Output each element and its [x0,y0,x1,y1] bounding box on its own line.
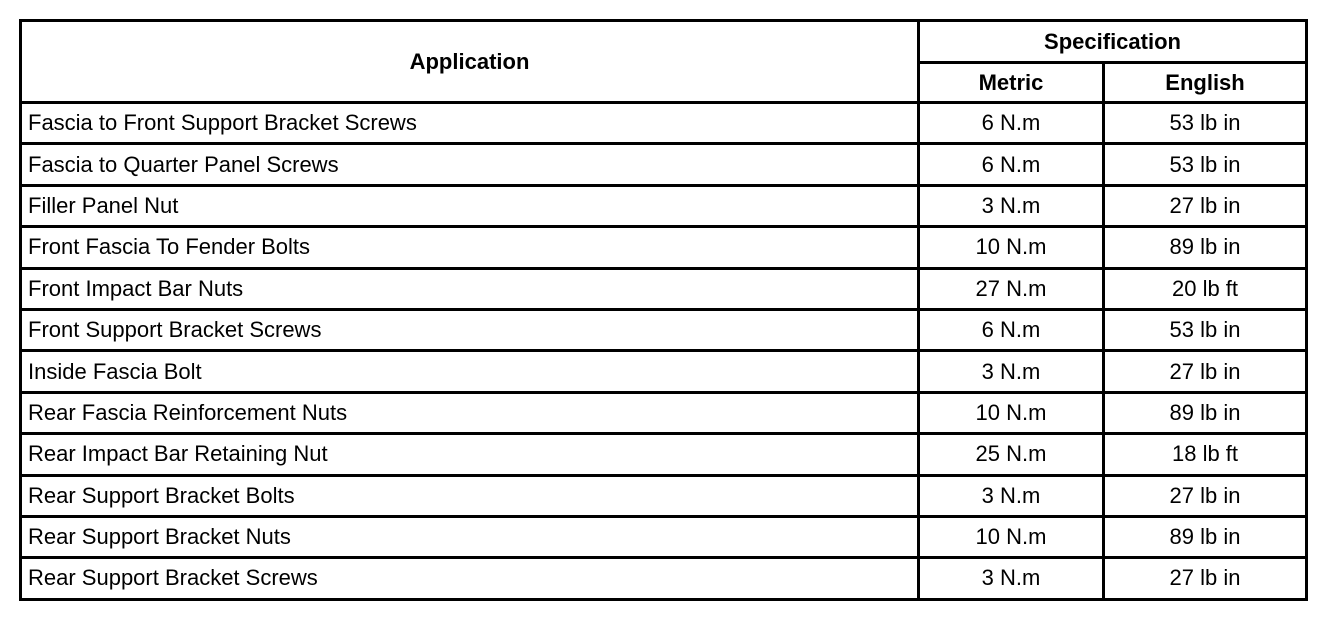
application-cell: Front Impact Bar Nuts [21,268,919,309]
table-row [21,144,1307,185]
metric-cell: 10 N.m [919,392,1104,433]
english-cell: 89 lb in [1104,392,1307,433]
torque-spec-table [19,19,1308,601]
metric-cell: 27 N.m [919,268,1104,309]
english-cell: 27 lb in [1104,351,1307,392]
metric-cell: 6 N.m [919,144,1104,185]
english-cell: 53 lb in [1104,144,1307,185]
table-row [21,392,1307,433]
english-cell: 89 lb in [1104,516,1307,557]
english-header: English [1104,63,1307,103]
application-cell: Front Support Bracket Screws [21,309,919,350]
metric-header: Metric [919,63,1104,103]
table-row [21,558,1307,599]
table-row [21,103,1307,144]
metric-cell: 6 N.m [919,309,1104,350]
header-row-top [21,21,1307,63]
table-row [21,185,1307,226]
application-cell: Rear Support Bracket Bolts [21,475,919,516]
application-cell: Filler Panel Nut [21,185,919,226]
application-cell: Front Fascia To Fender Bolts [21,227,919,268]
english-cell: 18 lb ft [1104,434,1307,475]
english-cell: 53 lb in [1104,309,1307,350]
application-cell: Rear Support Bracket Nuts [21,516,919,557]
metric-cell: 25 N.m [919,434,1104,475]
metric-cell: 3 N.m [919,351,1104,392]
metric-cell: 3 N.m [919,558,1104,599]
metric-cell: 10 N.m [919,516,1104,557]
english-cell: 27 lb in [1104,185,1307,226]
metric-cell: 10 N.m [919,227,1104,268]
application-cell: Fascia to Quarter Panel Screws [21,144,919,185]
english-cell: 53 lb in [1104,103,1307,144]
english-cell: 89 lb in [1104,227,1307,268]
table-row [21,351,1307,392]
english-cell: 27 lb in [1104,475,1307,516]
table-header [21,21,1307,103]
table-row [21,475,1307,516]
metric-cell: 3 N.m [919,475,1104,516]
metric-cell: 6 N.m [919,103,1104,144]
table-row [21,434,1307,475]
table-row [21,268,1307,309]
application-cell: Rear Fascia Reinforcement Nuts [21,392,919,433]
metric-cell: 3 N.m [919,185,1104,226]
application-cell: Rear Impact Bar Retaining Nut [21,434,919,475]
application-cell: Fascia to Front Support Bracket Screws [21,103,919,144]
application-cell: Inside Fascia Bolt [21,351,919,392]
table-row [21,309,1307,350]
table-row [21,227,1307,268]
application-header: Application [21,21,919,103]
table-body [21,103,1307,600]
table-row [21,516,1307,557]
english-cell: 27 lb in [1104,558,1307,599]
application-cell: Rear Support Bracket Screws [21,558,919,599]
specification-header: Specification [919,21,1307,63]
english-cell: 20 lb ft [1104,268,1307,309]
